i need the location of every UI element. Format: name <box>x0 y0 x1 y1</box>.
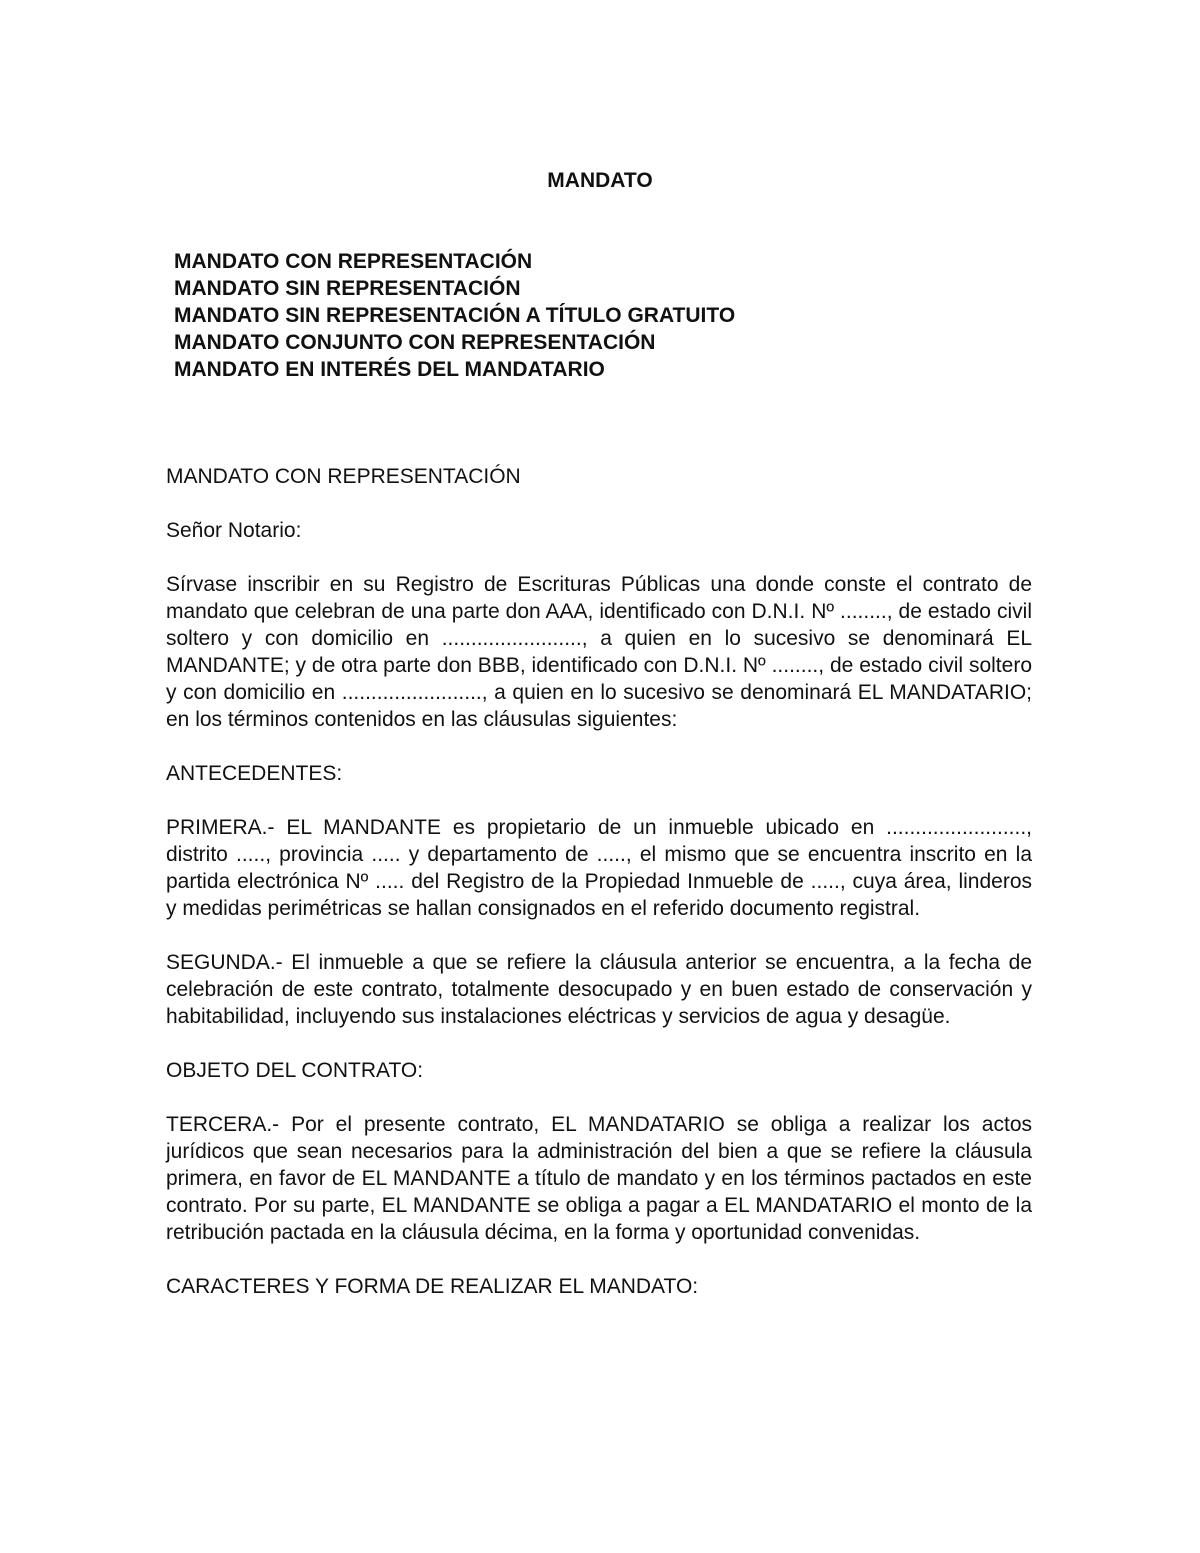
document-title: MANDATO <box>547 169 653 192</box>
contract-types-list <box>174 248 735 383</box>
contract-type-item: MANDATO CONJUNTO CON REPRESENTACIÓN <box>174 331 656 354</box>
section-heading: MANDATO CON REPRESENTACIÓN <box>166 465 521 488</box>
intro-paragraph: Sírvase inscribir en su Registro de Escrituras Públicas una donde conste el contrato de mandato que celebran de una parte don AAA, identificado con D.N.I. Nº ........, de estado civil soltero y con domicilio en ........................, a quien en lo sucesivo se denominará EL MANDANTE; y de otra parte don BBB, identificado con D.N.I. Nº ........, de estado civil soltero y con domicilio en ........................, a quien en lo sucesivo se denominará EL MANDATARIO; en los términos contenidos en las cláusulas siguientes: <box>166 573 1032 731</box>
contract-type-item: MANDATO EN INTERÉS DEL MANDATARIO <box>174 358 605 381</box>
contract-type-item: MANDATO SIN REPRESENTACIÓN A TÍTULO GRATUITO <box>174 304 736 327</box>
objeto-heading: OBJETO DEL CONTRATO: <box>166 1059 424 1082</box>
document-body <box>166 463 1032 1327</box>
clause-segunda: SEGUNDA.- El inmueble a que se refiere la cláusula anterior se encuentra, a la fecha de celebración de este contrato, totalmente desocupado y en buen estado de conservación y habitabilidad, incluyendo sus instalaciones eléctricas y servicios de agua y desagüe. <box>166 951 1032 1028</box>
clause-primera: PRIMERA.- EL MANDANTE es propietario de un inmueble ubicado en ........................, distrito ....., provincia ..... y departamento de ....., el mismo que se encuentra inscrito en la partida electrónica Nº ..... del Registro de la Propiedad Inmueble de ....., cuya área, linderos y medidas perimétricas se hallan consignados en el referido documento registral. <box>166 816 1032 920</box>
antecedentes-heading: ANTECEDENTES: <box>166 762 343 785</box>
clause-tercera: TERCERA.- Por el presente contrato, EL MANDATARIO se obliga a realizar los actos jurídicos que sean necesarios para la administración del bien a que se refiere la cláusula primera, en favor de EL MANDANTE a título de mandato y en los términos pactados en este contrato. Por su parte, EL MANDANTE se obliga a pagar a EL MANDATARIO el monto de la retribución pactada en la cláusula décima, en la forma y oportunidad convenidas. <box>166 1113 1032 1244</box>
caracteres-heading: CARACTERES Y FORMA DE REALIZAR EL MANDATO: <box>166 1275 699 1298</box>
contract-type-item: MANDATO SIN REPRESENTACIÓN <box>174 277 521 300</box>
contract-type-item: MANDATO CON REPRESENTACIÓN <box>174 250 533 273</box>
salutation: Señor Notario: <box>166 519 302 542</box>
